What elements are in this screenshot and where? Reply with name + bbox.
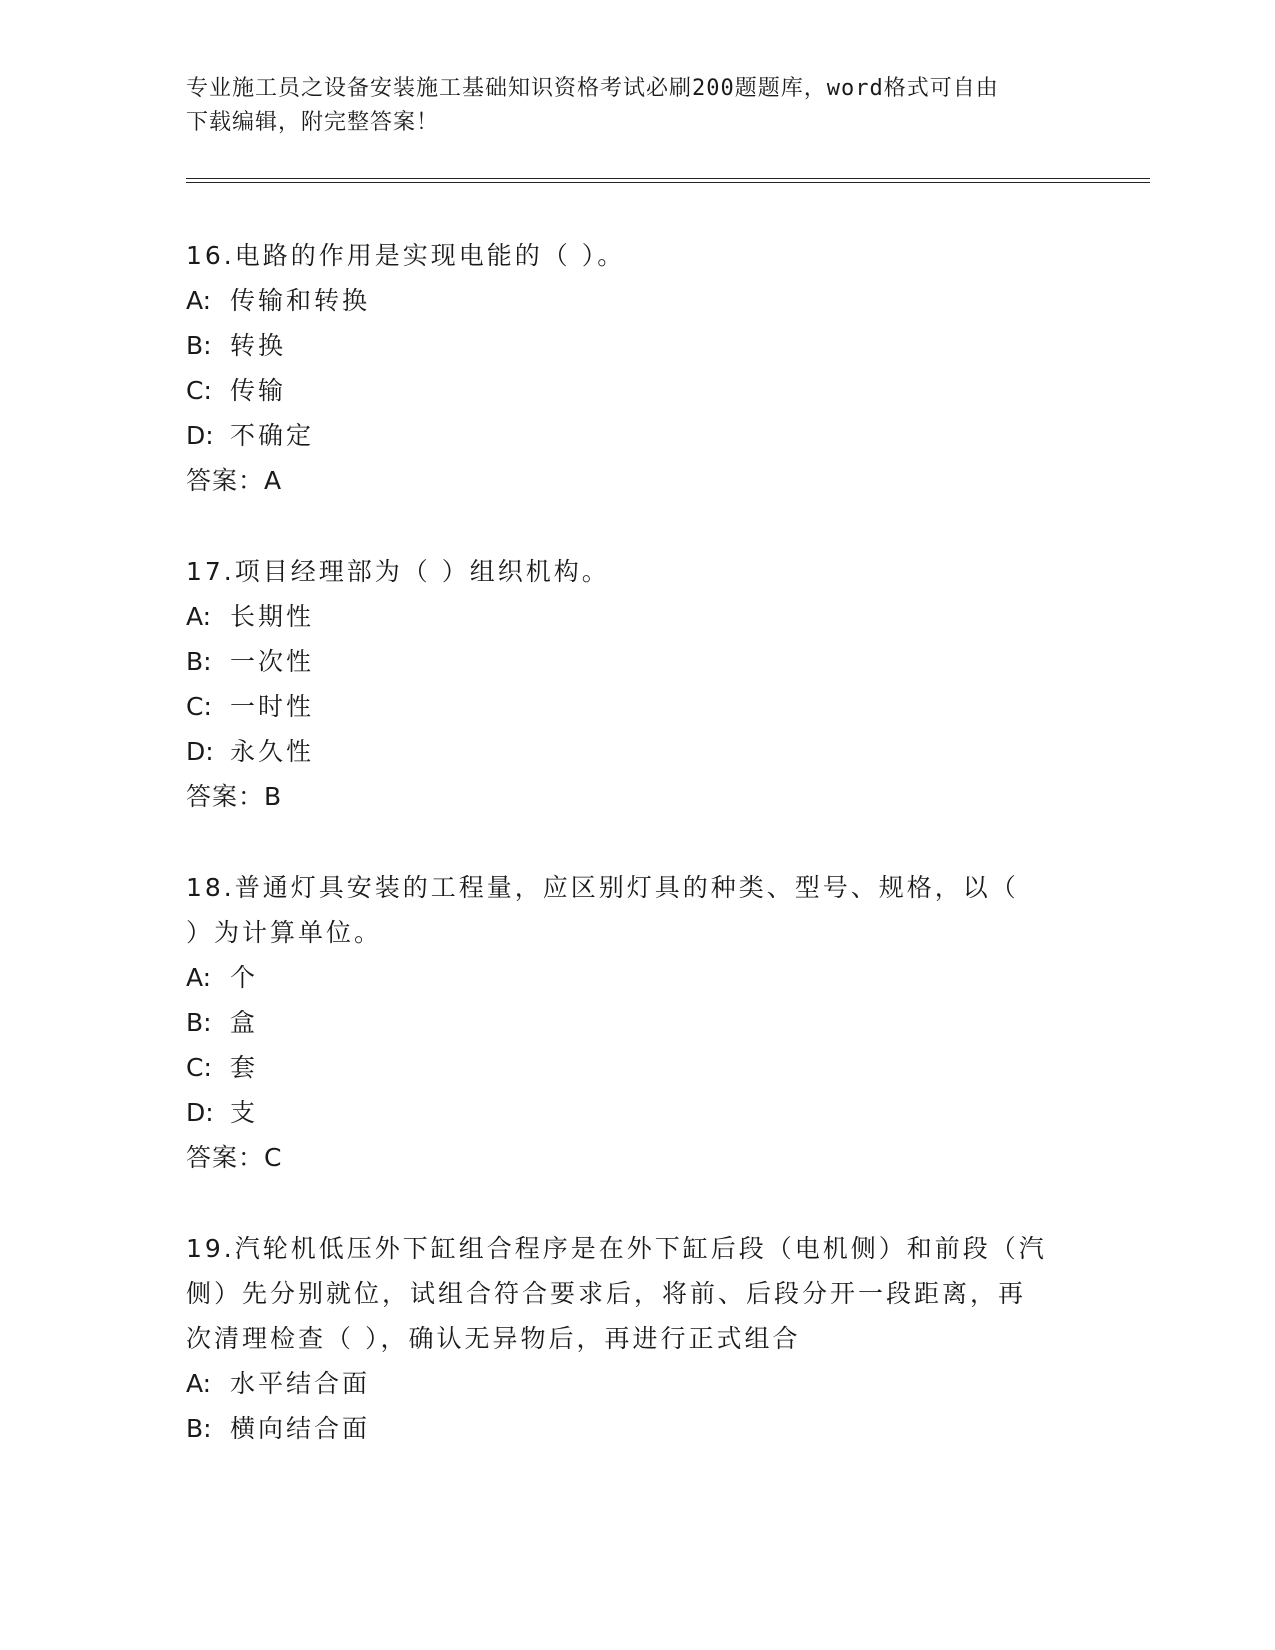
option-text: 长期性 <box>230 602 315 631</box>
question-19 <box>186 1226 1066 1451</box>
question-stem: 18.普通灯具安装的工程量，应区别灯具的种类、型号、规格，以（ <box>186 873 1019 902</box>
question-stem: ）为计算单位。 <box>186 918 383 947</box>
option-b <box>186 1406 1066 1451</box>
question-stem: 侧）先分别就位，试组合符合要求后，将前、后段分开一段距离，再 <box>186 1279 1027 1308</box>
option-c <box>186 684 1066 729</box>
option-text: 传输 <box>230 376 287 405</box>
option-text: 传输和转换 <box>230 286 371 315</box>
option-letter: C: <box>186 376 212 405</box>
option-letter: B: <box>186 647 212 676</box>
option-d <box>186 413 1066 458</box>
option-text: 支 <box>230 1098 259 1127</box>
option-letter: B: <box>186 1414 212 1443</box>
question-16 <box>186 233 1066 503</box>
option-c <box>186 1045 1066 1090</box>
option-text: 永久性 <box>230 737 315 766</box>
option-d <box>186 1090 1066 1135</box>
question-17 <box>186 549 1066 819</box>
option-b <box>186 323 1066 368</box>
question-stem: 次清理检查（ ），确认无异物后，再进行正式组合 <box>186 1324 801 1353</box>
question-list <box>186 233 1066 1497</box>
option-letter: A: <box>186 602 212 631</box>
option-letter: A: <box>186 963 212 992</box>
option-letter: D: <box>186 421 214 450</box>
question-stem: 16.电路的作用是实现电能的（ ）。 <box>186 241 626 270</box>
option-text: 盒 <box>230 1008 259 1037</box>
option-text: 水平结合面 <box>230 1369 371 1398</box>
option-letter: A: <box>186 1369 212 1398</box>
option-letter: B: <box>186 331 212 360</box>
option-letter: C: <box>186 1053 212 1082</box>
answer-line: 答案：A <box>186 466 283 495</box>
document-header <box>186 72 1066 140</box>
header-divider <box>186 178 1150 183</box>
option-text: 一次性 <box>230 647 315 676</box>
option-text: 转换 <box>230 331 287 360</box>
option-a <box>186 955 1066 1000</box>
option-letter: C: <box>186 692 212 721</box>
option-b <box>186 1000 1066 1045</box>
option-text: 横向结合面 <box>230 1414 371 1443</box>
option-letter: A: <box>186 286 212 315</box>
option-text: 个 <box>230 963 259 992</box>
option-text: 套 <box>230 1053 259 1082</box>
option-letter: D: <box>186 1098 214 1127</box>
option-text: 一时性 <box>230 692 315 721</box>
option-letter: B: <box>186 1008 212 1037</box>
answer-line: 答案：C <box>186 1143 283 1172</box>
question-18 <box>186 865 1066 1180</box>
question-stem: 19.汽轮机低压外下缸组合程序是在外下缸后段（电机侧）和前段（汽 <box>186 1234 1047 1263</box>
answer-line: 答案：B <box>186 782 283 811</box>
option-a <box>186 594 1066 639</box>
option-c <box>186 368 1066 413</box>
option-b <box>186 639 1066 684</box>
option-text: 不确定 <box>230 421 315 450</box>
option-a <box>186 278 1066 323</box>
option-a <box>186 1361 1066 1406</box>
option-letter: D: <box>186 737 214 766</box>
option-d <box>186 729 1066 774</box>
header-line-2: 下载编辑，附完整答案！ <box>186 110 440 135</box>
question-stem: 17.项目经理部为（ ）组织机构。 <box>186 557 610 586</box>
header-line-1: 专业施工员之设备安装施工基础知识资格考试必刷200题题库，word格式可自由 <box>186 76 999 101</box>
